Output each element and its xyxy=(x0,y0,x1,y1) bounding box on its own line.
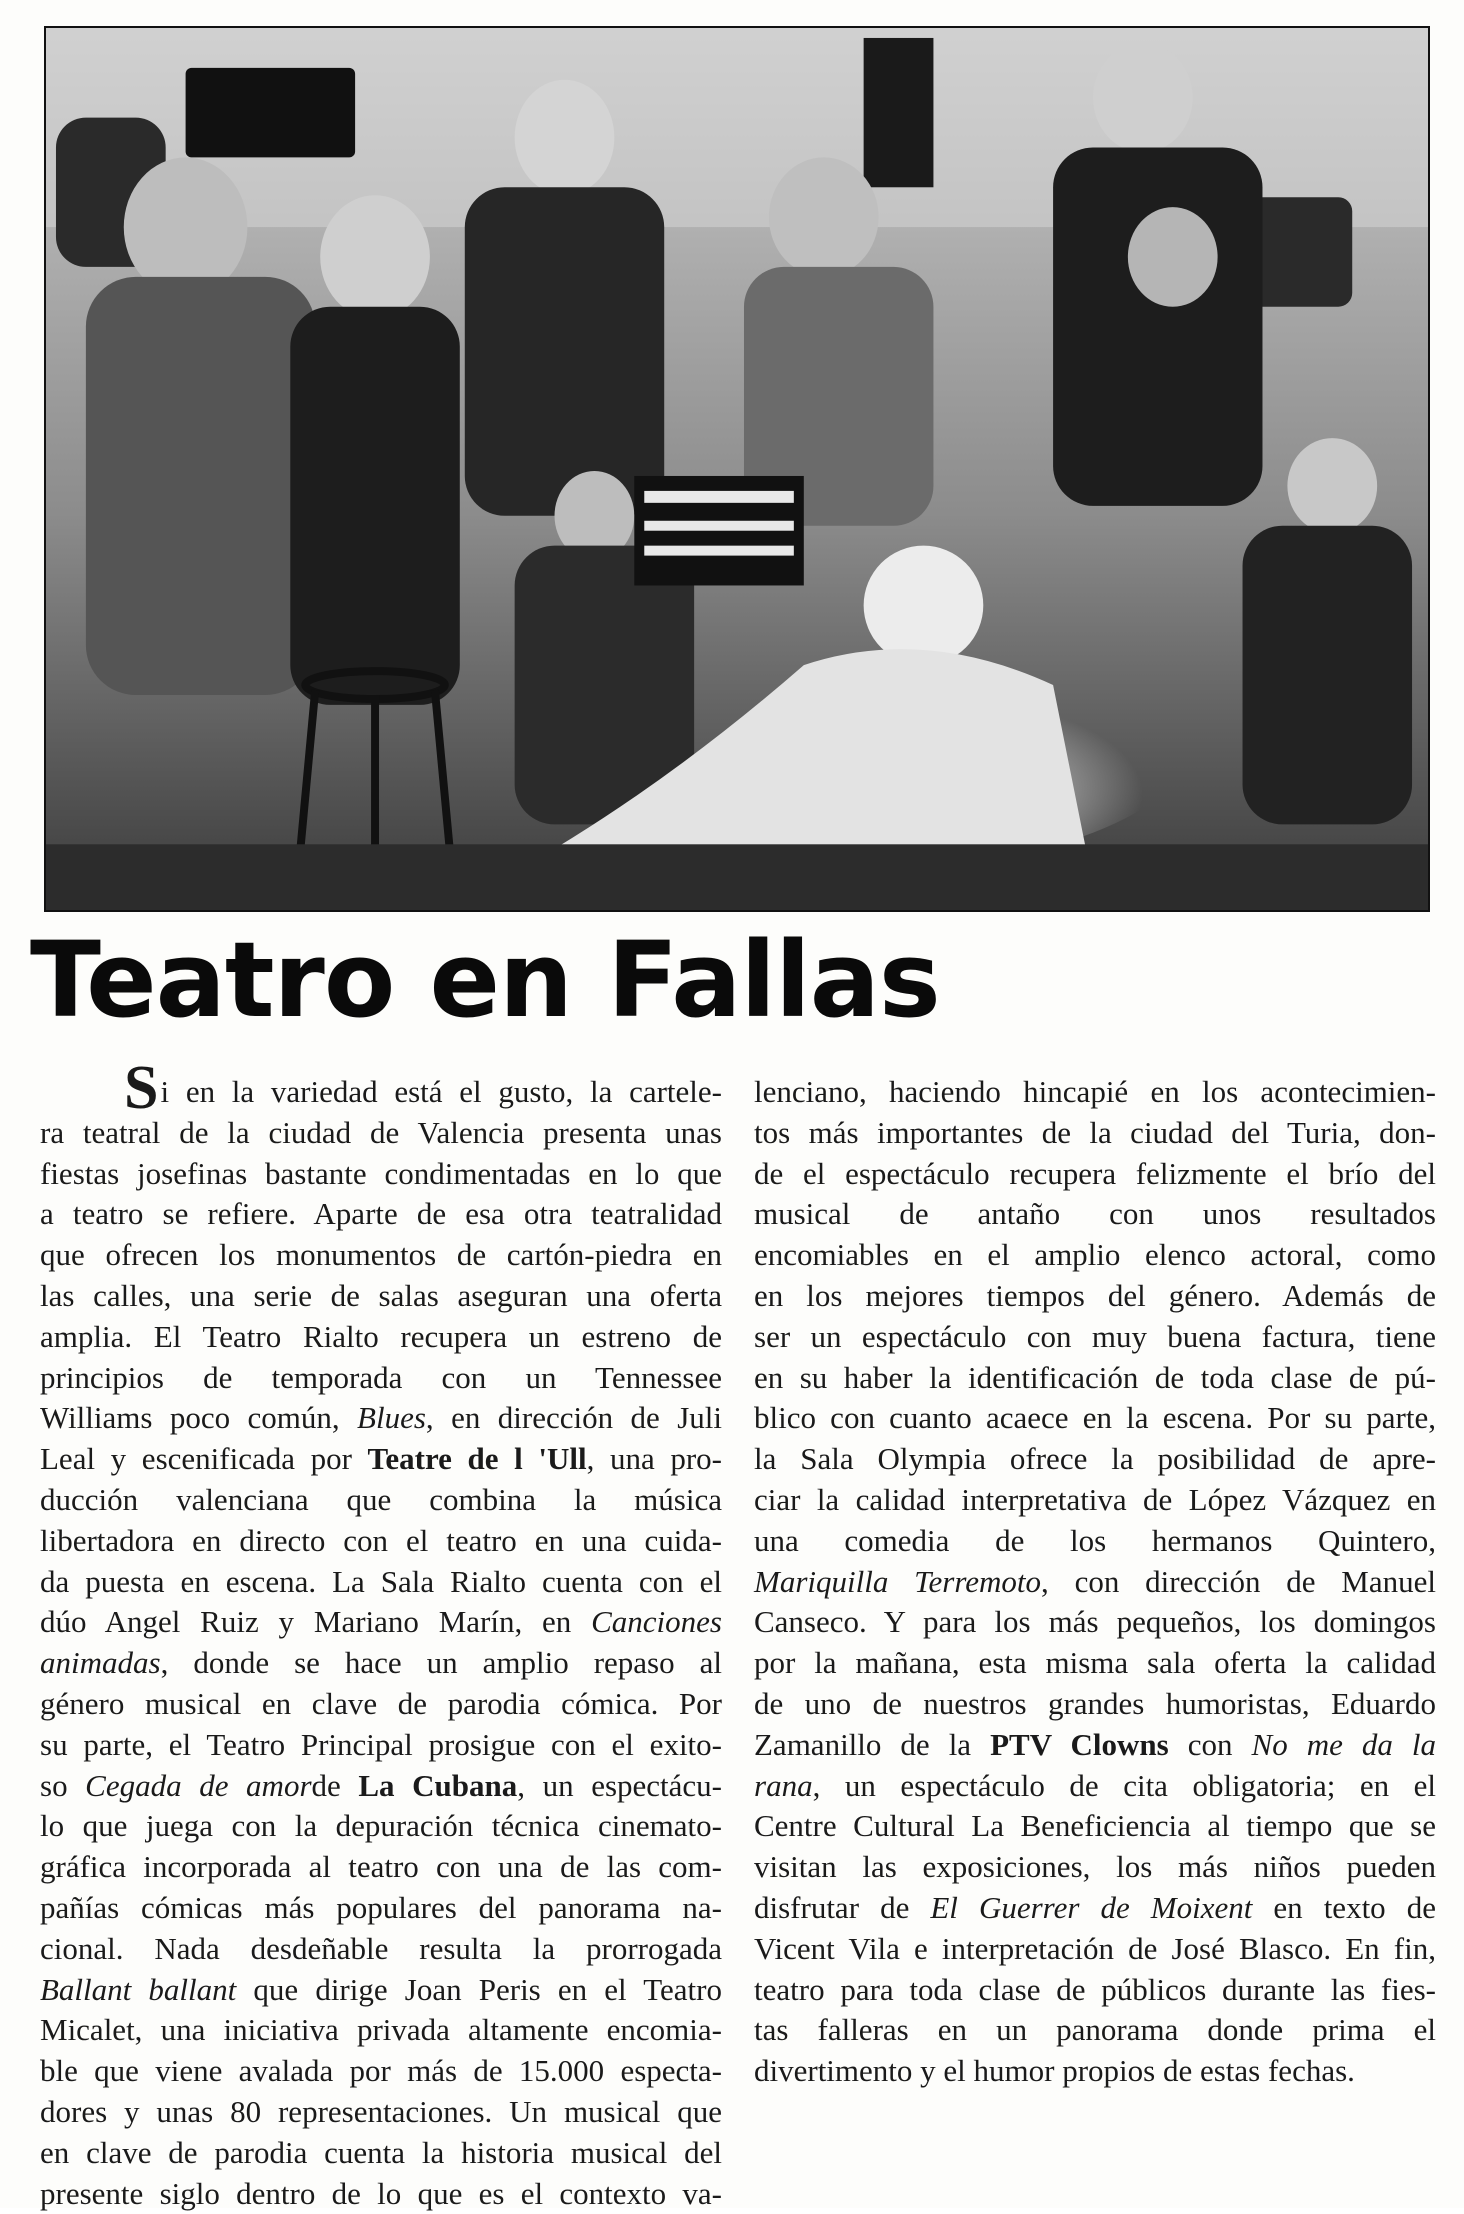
text-line: en su haber la identificación de toda clase de pú- xyxy=(754,1359,1436,1395)
play-title: Canciones xyxy=(591,1604,722,1640)
text-line: la Sala Olympia ofrece la posibilidad de apre- xyxy=(754,1441,1436,1477)
play-title: Mariquilla Terremoto xyxy=(754,1563,1042,1599)
text-line: a teatro se refiere. Aparte de esa otra teatralidad xyxy=(40,1196,722,1232)
text-line: Canseco. Y para los más pequeños, los domingos xyxy=(754,1604,1436,1640)
text-line: disfrutar de El Guerrer de Moixent en texto de xyxy=(754,1889,1436,1925)
text-line: una comedia de los hermanos Quintero, xyxy=(754,1522,1436,1558)
drop-cap: S xyxy=(124,1054,159,1122)
company-name: PTV Clowns xyxy=(990,1726,1169,1762)
text-line: divertimento y el humor propios de estas fechas. xyxy=(754,2053,1355,2089)
text-line: Leal y escenificada por Teatre de l 'Ull, una pro- xyxy=(40,1441,723,1477)
text-line: de uno de nuestros grandes humoristas, Eduardo xyxy=(754,1685,1436,1721)
text-line: tas falleras en un panorama donde prima el xyxy=(754,2012,1436,2048)
group-photo-icon xyxy=(46,28,1428,910)
text-line: su parte, el Teatro Principal prosigue con el exito- xyxy=(40,1726,722,1762)
text-line: so Cegada de amorde La Cubana, un espectácu- xyxy=(40,1767,722,1803)
article-photo xyxy=(44,26,1430,912)
text-line: cional. Nada desdeñable resulta la prorrogada xyxy=(40,1930,722,1966)
text-line: animadas, donde se hace un amplio repaso al xyxy=(40,1645,722,1681)
text-line: teatro para toda clase de públicos durante las fies- xyxy=(754,1971,1436,2007)
text-line: en clave de parodia cuenta la historia musical del xyxy=(40,2134,722,2170)
article-column-right xyxy=(754,1072,1436,2092)
text-line: Si en la variedad está el gusto, la cartele- xyxy=(124,1054,722,1122)
text-line: libertadora en directo con el teatro en una cuida- xyxy=(40,1522,722,1558)
text-line: las calles, una serie de salas aseguran una oferta xyxy=(40,1277,722,1313)
text-line: ciar la calidad interpretativa de López Vázquez en xyxy=(754,1481,1436,1517)
text-line: principios de temporada con un Tennessee xyxy=(40,1359,722,1395)
text-line: que ofrecen los monumentos de cartón-piedra en xyxy=(40,1237,722,1273)
play-title: El Guerrer de Moixent xyxy=(930,1889,1253,1925)
play-title: Ballant ballant xyxy=(40,1971,237,2007)
text-line: por la mañana, esta misma sala oferta la calidad xyxy=(754,1645,1436,1681)
text-line: blico con cuanto acaece en la escena. Por su parte, xyxy=(754,1400,1436,1436)
text-line: rana, un espectáculo de cita obligatoria; en el xyxy=(754,1767,1436,1803)
text-line: Centre Cultural La Beneficiencia al tiempo que se xyxy=(754,1808,1436,1844)
text-line: fiestas josefinas bastante condimentadas en lo que xyxy=(40,1155,722,1191)
text-line: dúo Angel Ruiz y Mariano Marín, en Canciones xyxy=(40,1604,722,1640)
text-line: lo que juega con la depuración técnica cinemato- xyxy=(40,1808,722,1844)
text-line: dores y unas 80 representaciones. Un musical que xyxy=(40,2093,722,2129)
text-line: ble que viene avalada por más de 15.000 especta- xyxy=(40,2053,722,2089)
text-line: Ballant ballant que dirige Joan Peris en el Teatro xyxy=(40,1971,722,2007)
text-line: Micalet, una iniciativa privada altamente encomia- xyxy=(40,2012,722,2048)
article-column-left xyxy=(40,1054,723,2214)
text-line: amplia. El Teatro Rialto recupera un estreno de xyxy=(40,1318,722,1354)
play-title: No me da la xyxy=(1251,1726,1437,1762)
company-name: La Cubana xyxy=(358,1767,518,1803)
text-line: Vicent Vila e interpretación de José Blasco. En fin, xyxy=(754,1930,1436,1966)
text-line: gráfica incorporada al teatro con una de las com- xyxy=(40,1849,722,1885)
text-line: de el espectáculo recupera felizmente el brío del xyxy=(754,1155,1436,1191)
text-line: presente siglo dentro de lo que es el contexto va- xyxy=(40,2175,722,2211)
text-line: da puesta en escena. La Sala Rialto cuenta con el xyxy=(40,1563,722,1599)
text-line: tos más importantes de la ciudad del Turia, don- xyxy=(754,1114,1436,1150)
play-title: animadas xyxy=(40,1645,161,1681)
text-line: lenciano, haciendo hincapié en los acontecimien- xyxy=(754,1074,1436,1109)
text-line: ducción valenciana que combina la música xyxy=(40,1481,722,1517)
play-title: Cegada de amor xyxy=(85,1767,312,1803)
text-line: ra teatral de la ciudad de Valencia presenta unas xyxy=(40,1114,722,1150)
headline: Teatro en Fallas xyxy=(30,919,940,1041)
play-title: Blues xyxy=(357,1400,426,1436)
text-line: Williams poco común, Blues, en dirección de Juli xyxy=(40,1400,722,1436)
text-line: ser un espectáculo con muy buena factura, tiene xyxy=(754,1318,1436,1354)
text-line: pañías cómicas más populares del panorama na- xyxy=(40,1889,722,1925)
play-title: rana xyxy=(754,1767,813,1803)
company-name: Teatre de l 'Ull xyxy=(367,1441,587,1477)
text-line: encomiables en el amplio elenco actoral, como xyxy=(754,1237,1436,1273)
text-line: género musical en clave de parodia cómica. Por xyxy=(40,1685,722,1721)
text-line: Mariquilla Terremoto, con dirección de Manuel xyxy=(754,1563,1436,1599)
text-line: Zamanillo de la PTV Clowns con No me da la xyxy=(754,1726,1437,1762)
text-line: musical de antaño con unos resultados xyxy=(754,1196,1436,1232)
text-line: visitan las exposiciones, los más niños pueden xyxy=(754,1849,1436,1885)
text-line: en los mejores tiempos del género. Además de xyxy=(754,1277,1436,1313)
